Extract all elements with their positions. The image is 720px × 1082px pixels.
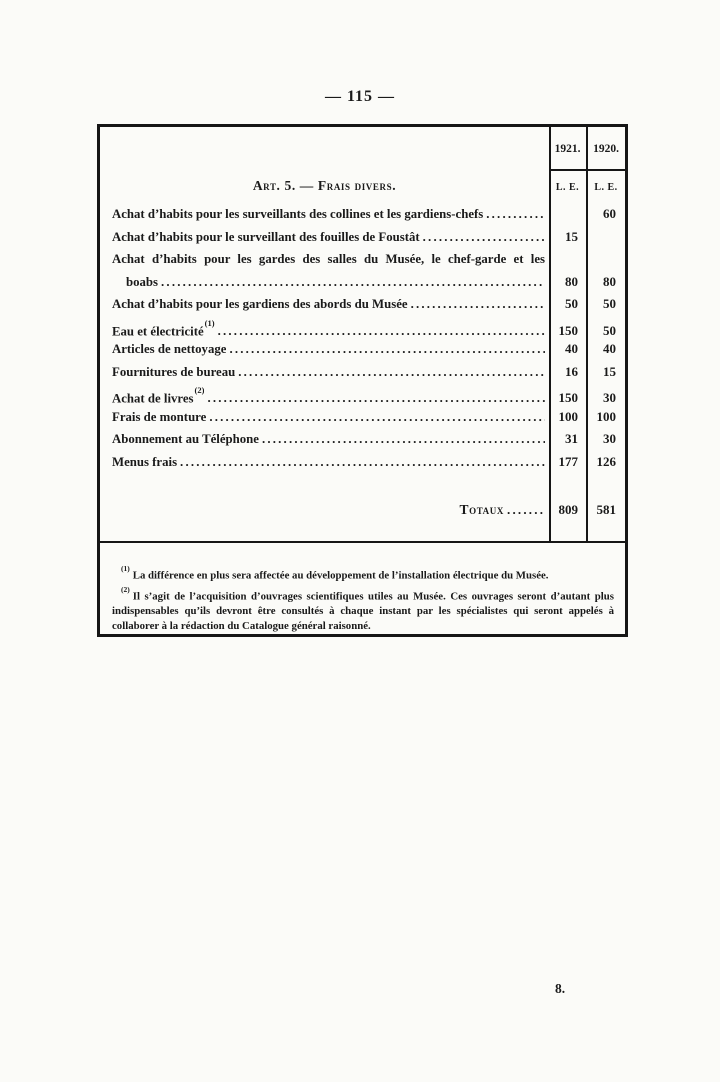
value-1920: 80 xyxy=(603,273,616,289)
value-1920: 60 xyxy=(603,206,616,221)
dot-leader xyxy=(180,451,545,474)
row-label: Achat d’habits pour les gardiens des abords du Musée xyxy=(112,297,408,311)
table-row-wrapped-line: Achat d’habits pour les gardes des salles du Musée, le chef-garde et les xyxy=(112,252,545,266)
dot-leader xyxy=(411,293,545,316)
value-1921: 31 xyxy=(565,431,578,446)
table-row xyxy=(100,271,625,294)
totals-value-1921: 809 xyxy=(558,502,578,517)
row-label: Fournitures de bureau xyxy=(112,364,236,379)
table-rows xyxy=(100,203,625,473)
dot-leader xyxy=(161,271,545,294)
row-label: Eau et électricité$^{(1)}$ xyxy=(112,317,215,338)
row-label: Achat d’habits pour les surveillants des collines et les gardiens-chefs xyxy=(112,207,484,221)
table-row xyxy=(100,451,625,474)
table-row xyxy=(100,316,625,339)
value-1920: 126 xyxy=(596,453,616,469)
value-1921: 15 xyxy=(565,228,578,244)
row-label: Abonnement au Téléphone xyxy=(112,432,259,446)
value-1920: 30 xyxy=(603,390,616,406)
dot-leader xyxy=(229,338,545,361)
footnote-2 xyxy=(112,585,614,635)
footnote-marker: (2) xyxy=(121,584,130,594)
year-header-rule xyxy=(549,169,625,171)
table-row xyxy=(100,226,625,249)
totals-rule xyxy=(100,541,625,543)
value-1920: 30 xyxy=(603,431,616,446)
footnotes xyxy=(112,564,614,634)
row-label: Achat d’habits pour le surveillant des fouilles de Foustât xyxy=(112,229,420,244)
dot-leader xyxy=(423,226,545,249)
column-header-1920: 1920. xyxy=(593,143,619,155)
currency-label-1920: L. E. xyxy=(594,182,618,193)
value-1921: 50 xyxy=(565,296,578,311)
column-header-1921: 1921. xyxy=(554,143,581,155)
table-row xyxy=(100,293,625,316)
table-row xyxy=(100,203,625,226)
footnote-marker: (1) xyxy=(204,317,215,328)
table-row xyxy=(100,338,625,361)
dot-leader xyxy=(486,203,545,226)
value-1921: 80 xyxy=(565,273,578,289)
value-1920: 100 xyxy=(596,408,616,424)
page-footer-number: 8. xyxy=(554,981,566,996)
page-number: — 115 — xyxy=(324,88,396,105)
totals-row xyxy=(100,499,625,522)
row-label: boabs xyxy=(126,274,159,289)
row-label: Frais de monture xyxy=(112,409,207,424)
table-row xyxy=(100,406,625,429)
value-1921: 40 xyxy=(565,341,578,356)
footnote-marker: (1) xyxy=(121,564,130,573)
value-1921: 150 xyxy=(558,322,578,338)
value-1920: 40 xyxy=(603,341,616,356)
footnote-marker: (2) xyxy=(194,385,205,395)
value-1921: 177 xyxy=(558,453,578,469)
row-label: Achat de livres$^{(2)}$ xyxy=(112,385,205,406)
value-1920: 50 xyxy=(603,322,616,338)
dot-leader xyxy=(238,361,545,384)
row-label: Menus frais xyxy=(112,454,178,469)
totals-label: Totaux xyxy=(459,502,504,517)
dot-leader xyxy=(209,406,545,429)
value-1920: 50 xyxy=(603,296,616,311)
footnote-text: Il s’agit de l’acquisition d’ouvrages scientifiques utiles au Musée. Ces ouvrages seront d’autant plus indispensables qu’ils devront être consultés à chaque instant par les spécialistes qui seront appelés à collaborer à la rédaction du Catalogue général raisonné. xyxy=(112,590,614,633)
row-label: Articles de nettoyage xyxy=(112,342,227,356)
value-1921: 16 xyxy=(565,363,578,379)
footnote-1 xyxy=(112,564,614,584)
value-1921: 150 xyxy=(558,390,578,406)
table-row xyxy=(100,361,625,384)
dot-leader xyxy=(262,428,545,451)
table-row xyxy=(100,428,625,451)
table-row xyxy=(100,383,625,406)
table-frame xyxy=(97,124,628,637)
footnote-text: La différence en plus sera affectée au développement de l’installation électrique du Musée. xyxy=(132,569,549,582)
section-title: Art. 5. — Frais divers. xyxy=(252,178,397,193)
value-1920: 15 xyxy=(603,363,616,379)
totals-value-1920: 581 xyxy=(596,502,616,517)
dot-leader xyxy=(507,499,545,522)
currency-label-1921: L. E. xyxy=(555,182,580,193)
value-1921: 100 xyxy=(558,408,578,424)
